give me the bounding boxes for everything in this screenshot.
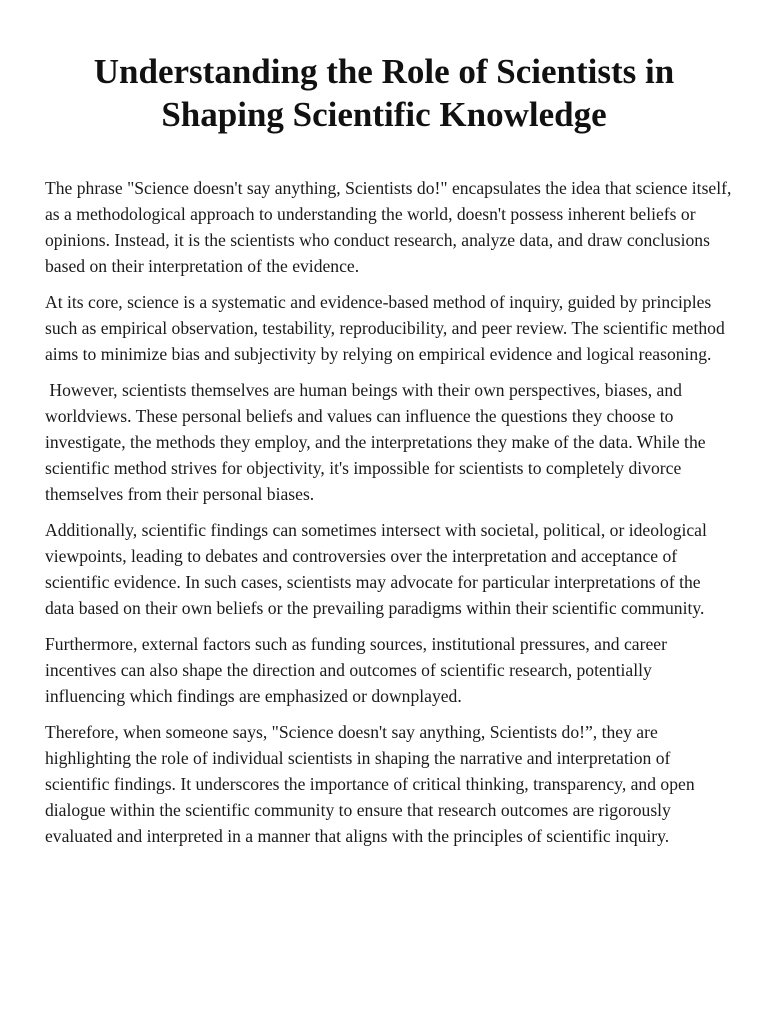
document-body — [45, 175, 736, 859]
paragraph: However, scientists themselves are human beings with their own perspectives, biases, and worldviews. These personal beliefs and values can influence the questions they choose to investigate, the methods they employ, and the interpretations they make of the data. While the scientific method strives for objectivity, it's impossible for scientists to completely divorce themselves from their personal biases. — [45, 380, 710, 504]
paragraph: Additionally, scientific findings can sometimes intersect with societal, political, or ideological viewpoints, leading to debates and controversies over the interpretation and acceptance of scientific evidence. In such cases, scientists may advocate for particular interpretations of the data based on their own beliefs or the prevailing paradigms within their scientific community. — [45, 520, 712, 618]
paragraph: Furthermore, external factors such as funding sources, institutional pressures, and career incentives can also shape the direction and outcomes of scientific research, potentially influencing which findings are emphasized or downplayed. — [45, 634, 672, 706]
document-title: Understanding the Role of Scientists in Shaping Scientific Knowledge — [93, 52, 675, 134]
paragraph: Therefore, when someone says, "Science doesn't say anything, Scientists do!”, they are highlighting the role of individual scientists in shaping the narrative and interpretation of scientific findings. It underscores the importance of critical thinking, transparency, and open dialogue within the scientific community to ensure that research outcomes are rigorously evaluated and interpreted in a manner that aligns with the principles of scientific inquiry. — [45, 722, 700, 846]
paragraph: At its core, science is a systematic and evidence-based method of inquiry, guided by principles such as empirical observation, testability, reproducibility, and peer review. The scientific method aims to minimize bias and subjectivity by relying on empirical evidence and logical reasoning. — [45, 292, 730, 364]
paragraph: The phrase "Science doesn't say anything, Scientists do!" encapsulates the idea that science itself, as a methodological approach to understanding the world, doesn't possess inherent beliefs or opinions. Instead, it is the scientists who conduct research, analyze data, and draw conclusions based on their interpretation of the evidence. — [45, 178, 736, 276]
